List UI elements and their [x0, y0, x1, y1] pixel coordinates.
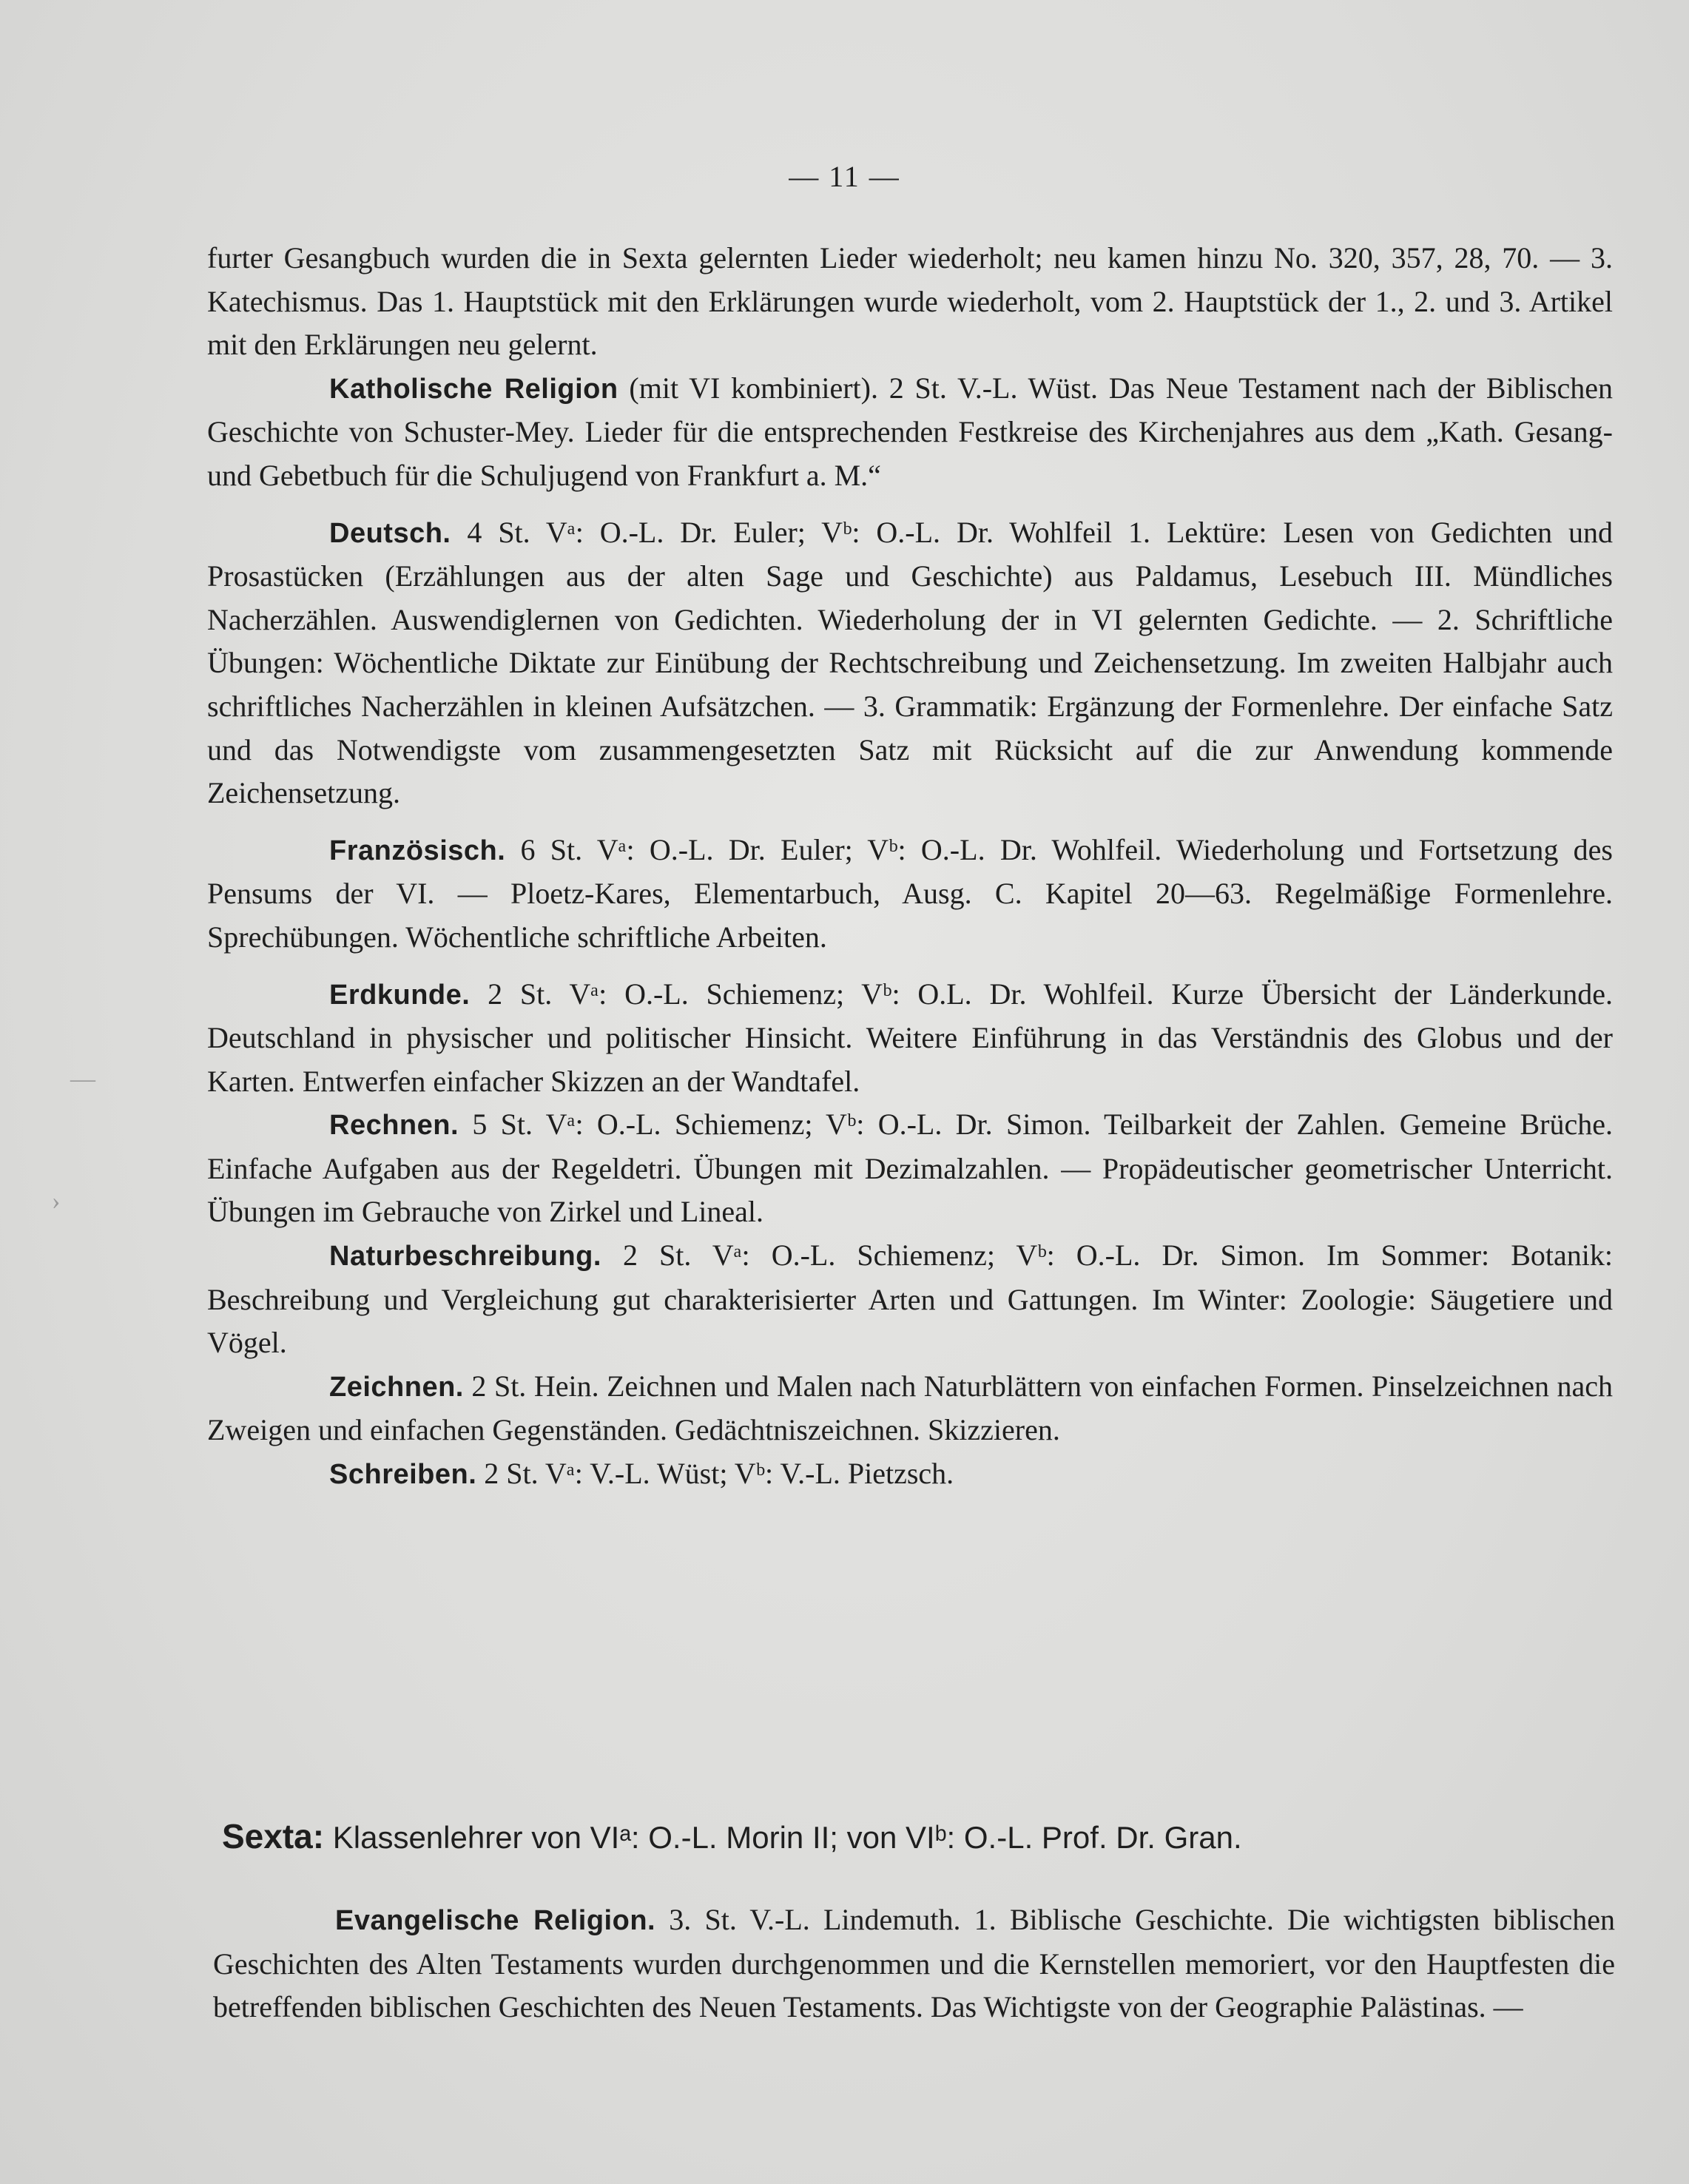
section-heading-rechnen: Rechnen.: [329, 1110, 459, 1142]
paragraph-text: 2 St. Hein. Zeichnen und Malen nach Naturblättern von einfachen Formen. Pinselzeichnen nach Zweigen und einfachen Gegenständen. Gedächtniszeichnen. Skizzieren.: [207, 1369, 1613, 1447]
paragraph-text: 4 St. Vᵃ: O.-L. Dr. Euler; Vᵇ: O.-L. Dr. Wohlfeil 1. Lektüre: Lesen von Gedichten und Prosastücken (Erzählungen aus der alten Sage und Geschichte) aus Paldamus, Lesebuch III. Mündliches Nacherzählen. Auswendiglernen von Gedichten. Wiederholung der in VI gelernten Gedichte. — 2. Schriftliche Übungen: Wöchentliche Diktate zur Einübung der Rechtschreibung und Zeichensetzung. Im zweiten Halbjahr auch schriftliches Nacherzählen in kleinen Aufsätzchen. — 3. Grammatik: Ergänzung der Formenlehre. Der einfache Satz und das Notwendigste vom zusammengesetzten Satz mit Rücksicht auf die zur Anwendung kommende Zeichensetzung.: [207, 515, 1613, 810]
paragraph-deutsch: [207, 511, 1613, 815]
margin-mark: ›: [52, 1187, 61, 1215]
paragraph-text: 2 St. Vᵃ: V.-L. Wüst; Vᵇ: V.-L. Pietzsch.: [476, 1457, 954, 1491]
section-heading-schreiben: Schreiben.: [329, 1459, 477, 1491]
section-heading-erdkunde: Erdkunde.: [329, 979, 471, 1011]
page-number: — 11 —: [789, 160, 900, 193]
paragraph-text: 3. St. V.-L. Lindemuth. 1. Biblische Geschichte. Die wichtigsten biblischen Geschichten des Alten Testaments wurden durchgenommen und die Kernstellen memoriert, vor den Hauptfesten die betreffenden biblischen Geschichten des Neuen Testaments. Das Wichtigste von der Geographie Palästinas. —: [213, 1903, 1615, 2024]
paragraph-schreiben: [207, 1452, 1613, 1497]
section-heading-naturbeschreibung: Naturbeschreibung.: [329, 1241, 601, 1273]
paragraph-text: 5 St. Vᵃ: O.-L. Schiemenz; Vᵇ: O.-L. Dr. Simon. Teilbarkeit der Zahlen. Gemeine Brüche. Einfache Aufgaben aus der Regeldetri. Übungen mit Dezimalzahlen. — Propädeutischer geometrischer Unterricht. Übungen im Gebrauche von Zirkel und Lineal.: [207, 1108, 1613, 1229]
paragraph-erdkunde: [207, 973, 1613, 1104]
class-heading-sexta: [222, 1814, 1628, 1860]
section-heading-katholische-religion: Katholische Religion: [329, 373, 618, 405]
paragraph-evangelische-religion: [213, 1898, 1615, 2029]
paragraph-text: 2 St. Vᵃ: O.-L. Schiemenz; Vᵇ: O.L. Dr. Wohlfeil. Kurze Übersicht der Länderkunde. Deutschland in physischer und politischer Hinsicht. Weitere Einführung in das Verständnis des Globus und der Karten. Entwerfen einfacher Skizzen an der Wandtafel.: [207, 977, 1613, 1098]
section-heading-evangelische-religion: Evangelische Religion.: [335, 1905, 656, 1936]
paragraph-rechnen: [207, 1103, 1613, 1234]
class-title: Sexta:: [222, 1817, 325, 1856]
section-heading-franzoesisch: Französisch.: [329, 835, 506, 866]
page-body-sexta: [213, 1898, 1615, 2029]
section-heading-deutsch: Deutsch.: [329, 517, 451, 549]
section-heading-zeichnen: Zeichnen.: [329, 1371, 464, 1403]
page-body: [207, 237, 1613, 1497]
paragraph-text: 6 St. Vᵃ: O.-L. Dr. Euler; Vᵇ: O.-L. Dr. Wohlfeil. Wiederholung und Fortsetzung des Pensums der VI. — Ploetz-Kares, Elementarbuch, Ausg. C. Kapitel 20—63. Regelmäßige Formenlehre. Sprechübungen. Wöchentliche schriftliche Arbeiten.: [207, 832, 1613, 954]
paragraph-text: 2 St. Vᵃ: O.-L. Schiemenz; Vᵇ: O.-L. Dr. Simon. Im Sommer: Botanik: Beschreibung und Vergleichung gut charakterisierter Arten und Gattungen. Im Winter: Zoologie: Säugetiere und Vögel.: [207, 1238, 1613, 1360]
class-teachers: Klassenlehrer von VIᵃ: O.-L. Morin II; von VIᵇ: O.-L. Prof. Dr. Gran.: [324, 1820, 1242, 1855]
paragraph-text: furter Gesangbuch wurden die in Sexta gelernten Lieder wiederholt; neu kamen hinzu No. 320, 357, 28, 70. — 3. Katechismus. Das 1. Hauptstück mit den Erklärungen wurde wiederholt, vom 2. Hauptstück der 1., 2. und 3. Artikel mit den Erklärungen neu gelernt.: [207, 241, 1613, 362]
paragraph-religion-continued: [207, 237, 1613, 367]
paragraph-naturbeschreibung: [207, 1234, 1613, 1365]
margin-mark: —: [70, 1065, 95, 1093]
paragraph-text: (mit VI kombiniert). 2 St. V.-L. Wüst. Das Neue Testament nach der Biblischen Geschichte von Schuster-Mey. Lieder für die entsprechenden Festkreise des Kirchenjahres aus dem „Kath. Gesang- und Gebetbuch für die Schuljugend von Frankfurt a. M.“: [207, 371, 1614, 492]
paragraph-franzoesisch: [207, 829, 1613, 960]
paragraph-katholische-religion: [207, 367, 1613, 498]
paragraph-zeichnen: [207, 1365, 1613, 1452]
